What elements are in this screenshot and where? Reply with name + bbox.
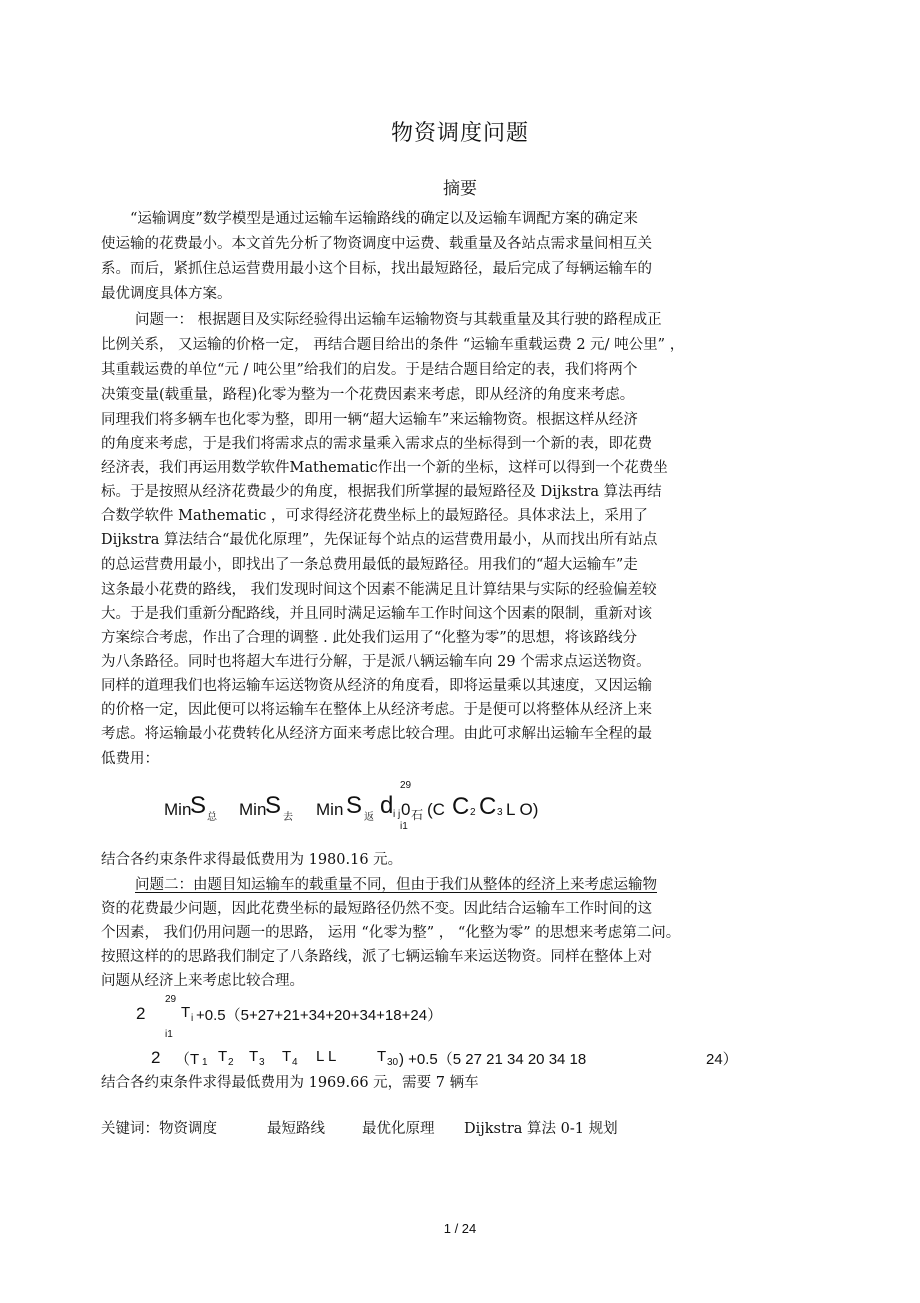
abstract-line: 使运输的花费最小。本文首先分析了物资调度中运费、载重量及各站点需求量间相互关 <box>101 236 652 252</box>
abstract-line: 同样的道理我们也将运输车运送物资从经济的角度看，即将运量乘以其速度，又因运输 <box>101 678 652 694</box>
abstract-line: 低费用： <box>101 751 159 767</box>
abstract-line: 为八条路径。同时也将超大车进行分解，于是派八辆运输车向 29 个需求点运送物资。 <box>101 654 651 670</box>
question-two-heading: 问题二：由题目知运输车的载重量不同，但由于我们从整体的经济上来考虑运输物 <box>135 877 657 893</box>
abstract-line: 同理我们将多辆车也化零为整，即用一辆“超大运输车”来运输物资。根据这样从经济 <box>101 412 638 428</box>
keywords-label: 关键词：物资调度 <box>101 1121 217 1137</box>
abstract-line: 比例关系， 又运输的价格一定， 再结合题目给出的条件 “运输车重载运费 2 元/ 吨公里” ， <box>101 337 685 353</box>
abstract-line: 最优调度具体方案。 <box>101 286 232 302</box>
page-number: 1 / 24 <box>443 1221 477 1236</box>
abstract-line: Dijkstra 算法结合“最优化原理”，先保证每个站点的运营费用最小，从而找出所有站点 <box>101 532 658 548</box>
abstract-line: 问题一： 根据题目及实际经验得出运输车运输物资与其载重量及其行驶的路程成正 <box>135 312 662 328</box>
keyword: 最短路线 <box>267 1121 325 1137</box>
document-page: 物资调度问题 摘要 “运输调度”数学模型是通过运输车运输路线的确定以及运输车调配方案的确定来 使运输的花费最小。本文首先分析了物资调度中运费、载重量及各站点需求量间相互关 系。而后，紧抓住总运营费用最小这个目标，找出最短路径，最后完成了每辆运输车的 最优调度具体方案。 问题一： 根据题目及实际经验得出运输车运输物资与其载重量及其行驶的路程成正 比例关系， 又运输的价格一定， 再结合题目给出的条件 “运输车重载运费 2 元/ 吨公里” ， 其重载运费的单位“元 / 吨公里”给我们的启发。于是结合题目给定的表，我们将两个 决策变量(载重量，路程)化零为整为一个花费因素来考虑，即从经济的角度来考虑。 同理我们将多辆车也化零为整，即用一辆“超大运输车”来运输物资。根据这样从经济 的角度来考虑，于是我们将需求点的需求量乘入需求点的坐标得到一个新的表，即花费 经济表，我们再运用数学软件Mathematic作出一个新的坐标，这样可以得到一个花费坐 标。于是按照从经济花费最少的角度，根据我们所掌握的最短路径及 Dijkstra 算法再结 合数学软件 Mathematic ，可求得经济花费坐标上的最短路径。具体求法上，采用了 Dijkstra 算法结合“最优化原理”，先保证每个站点的运营费用最小，从而找出所有站点 的总运营费用最小，即找出了一条总费用最低的最短路径。用我们的“超大运输车”走 这条最小花费的路线， 我们发现时间这个因素不能满足且计算结果与实际的经验偏差较 大。于是我们重新分配路线，并且同时满足运输车工作时间这个因素的限制，重新对该 方案综合考虑，作出了合理的调整 . 此处我们运用了“化整为零”的思想，将该路线分 为八条路径。同时也将超大车进行分解，于是派八辆运输车向 29 个需求点运送物资。 同样的道理我们也将运输车运送物资从经济的角度看，即将运量乘以其速度，又因运输 的价格一定，因此便可以将运输车在整体上从经济考虑。于是便可以将整体从经济上来 考虑。将运输最小花费转化从经济方面来考虑比较合理。由此可求解出运输车全程的最 低费用： Min S 总 Min S 去 Min S 返 29 d i j i1 0 石 (C C 2 C 3 L O) 结合各约束条件求得最低费用为 1980.16 元。 问题二：由题目知运输车的载重量不同，但由于我们从整体的经济上来考虑运输物 资的花费最少问题，因此花费坐标的最短路径仍然不变。因此结合运输车工作时间的这 个因素， 我们仍用问题一的思路， 运用 “化零为整” ， “化整为零” 的思想来考虑第二问。 按照这样的的思路我们制定了八条路线，派了七辆运输车来运送物资。同样在整体上对 问题从经济上来考虑比较合理。 2 29 T i +0.5（5+27+21+34+20+34+18+24） i1 2 （T 1 T 2 T 3 T 4 L L T 30 ) +0.5（5 27 21 34 20 34 18 24） 结合各约束条件求得最低费用为 1969.66 元，需要 7 辆车 关键词：物资调度 最短路线 最优化原理 Dijkstra 算法 0-1 规划 1 / 24 <box>0 0 920 1303</box>
abstract-line: 的角度来考虑，于是我们将需求点的需求量乘入需求点的坐标得到一个新的表，即花费 <box>101 436 652 452</box>
abstract-line: 合数学软件 Mathematic ，可求得经济花费坐标上的最短路径。具体求法上，采用了 <box>101 508 648 524</box>
abstract-heading: 摘要 <box>443 179 477 199</box>
abstract-line: 这条最小花费的路线， 我们发现时间这个因素不能满足且计算结果与实际的经验偏差较 <box>101 582 657 598</box>
keyword: Dijkstra 算法 0-1 规划 <box>464 1121 618 1137</box>
abstract-line: 大。于是我们重新分配路线，并且同时满足运输车工作时间这个因素的限制，重新对该 <box>101 606 652 622</box>
question-two-line: 资的花费最少问题，因此花费坐标的最短路径仍然不变。因此结合运输车工作时间的这 <box>101 901 652 917</box>
question-two-line: 个因素， 我们仍用问题一的思路， 运用 “化零为整” ， “化整为零” 的思想来考虑第二问。 <box>101 925 681 941</box>
abstract-line: 决策变量(载重量，路程)化零为整为一个花费因素来考虑，即从经济的角度来考虑。 <box>101 387 635 403</box>
abstract-line: 系。而后，紧抓住总运营费用最小这个目标，找出最短路径，最后完成了每辆运输车的 <box>101 261 652 277</box>
question-two-line: 问题从经济上来考虑比较合理。 <box>101 973 304 989</box>
abstract-line: 的价格一定，因此便可以将运输车在整体上从经济考虑。于是便可以将整体从经济上来 <box>101 702 652 718</box>
abstract-line: 标。于是按照从经济花费最少的角度，根据我们所掌握的最短路径及 Dijkstra 算法再结 <box>101 484 662 500</box>
result-line: 结合各约束条件求得最低费用为 1969.66 元，需要 7 辆车 <box>101 1075 479 1091</box>
document-title: 物资调度问题 <box>390 121 529 146</box>
abstract-line: “运输调度”数学模型是通过运输车运输路线的确定以及运输车调配方案的确定来 <box>130 211 638 227</box>
abstract-line: 其重载运费的单位“元 / 吨公里”给我们的启发。于是结合题目给定的表，我们将两个 <box>101 362 638 378</box>
abstract-line: 考虑。将运输最小花费转化从经济方面来考虑比较合理。由此可求解出运输车全程的最 <box>101 726 652 742</box>
abstract-line: 的总运营费用最小，即找出了一条总费用最低的最短路径。用我们的“超大运输车”走 <box>101 557 638 573</box>
abstract-line: 经济表，我们再运用数学软件Mathematic作出一个新的坐标，这样可以得到一个花费坐 <box>101 460 668 476</box>
result-line: 结合各约束条件求得最低费用为 1980.16 元。 <box>101 852 403 868</box>
keyword: 最优化原理 <box>362 1121 435 1137</box>
abstract-line: 方案综合考虑，作出了合理的调整 . 此处我们运用了“化整为零”的思想，将该路线分 <box>101 630 638 646</box>
question-two-line: 按照这样的的思路我们制定了八条路线，派了七辆运输车来运送物资。同样在整体上对 <box>101 949 652 965</box>
